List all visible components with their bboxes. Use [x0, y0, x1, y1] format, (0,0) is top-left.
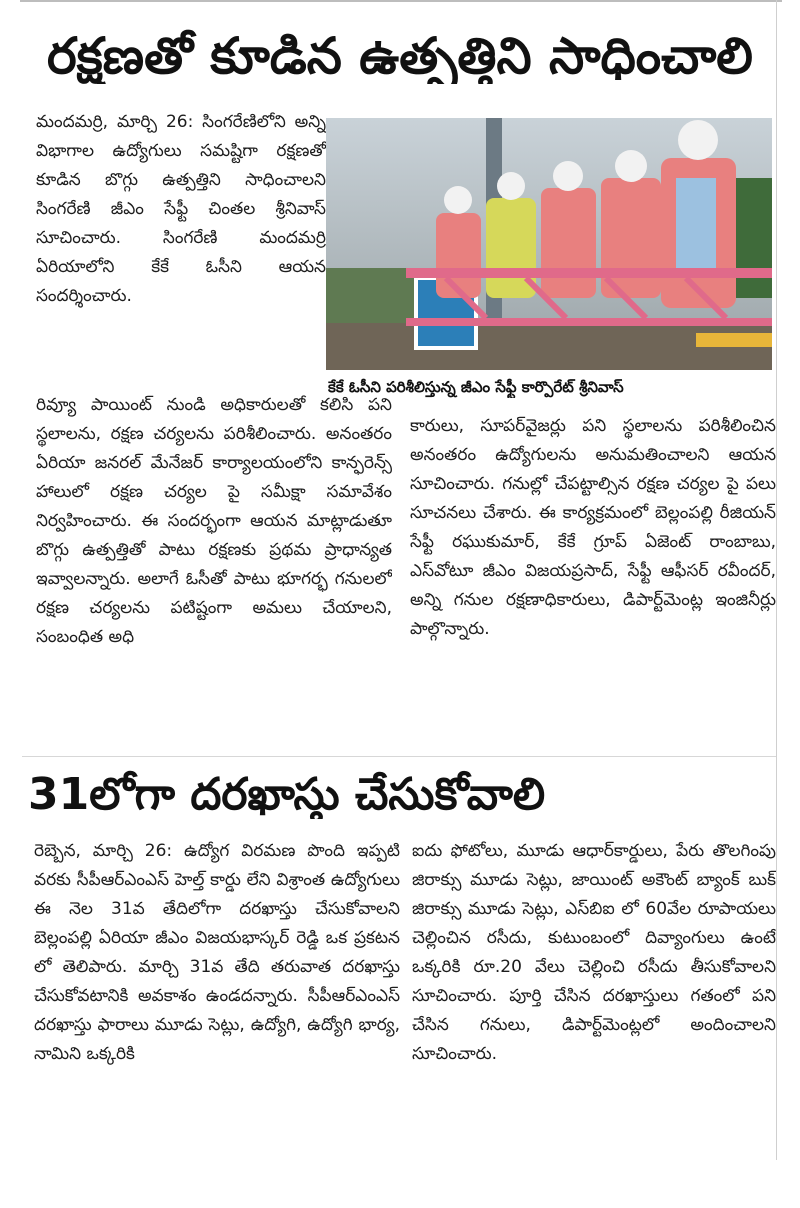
column-divider-right: [776, 0, 777, 1160]
top-rule: [20, 0, 782, 2]
inspection-photo-graphic: [326, 118, 772, 370]
article1-column-1-lower: [36, 391, 392, 751]
article1-para2: రివ్యూ పాయింట్ నుండి అధికారులతో కలిసి పని స్థలాలను, రక్షణ చర్యలను పరిశీలించారు. అనంతరం ఏరియా జనరల్ మేనేజర్ కార్యాలయంలోని కాన్ఫరెన్స్ హాలులో రక్షణ చర్యల పై సమీక్షా సమావేశం నిర్వహించారు. ఈ సందర్భంగా ఆయన మాట్లాడుతూ బొగ్గు ఉత్పత్తితో పాటు రక్షణకు ప్రథమ ప్రాధాన్యత ఇవ్వాలన్నారు. అలాగే ఓసీతో పాటు భూగర్భ గనులలో రక్షణ చర్యలను పటిష్టంగా అమలు చేయాలని, సంబంధిత అధి: [36, 395, 392, 647]
article1-column-2: [410, 412, 776, 757]
article2-para2: ఐదు ఫోటోలు, మూడు ఆధార్‌కార్డులు, పేరు తొలగింపు జిరాక్సు మూడు సెట్లు, జాయింట్ అకౌంట్ బ్యాంక్ బుక్ జిరాక్సు మూడు సెట్లు, ఎస్‌బిఐ లో 60వేల రూపాయలు చెల్లించిన రసీదు, కుటుంబంలో దివ్యాంగులు ఉంటే ఒక్కరికి రూ.20 వేలు చెల్లించి రసీదు తీసుకోవాలని సూచించారు. పూర్తి చేసిన దరఖాస్తులు గతంలో పని చేసిన గనులు, డిపార్ట్‌మెంట్లలో అందించాలని సూచించారు.: [412, 841, 776, 1064]
article1-headline: రక్షణతో కూడిన ఉత్పత్తిని సాధించాలి: [47, 28, 753, 84]
article2-headline: 31లోగా దరఖాస్తు చేసుకోవాలి: [28, 770, 546, 820]
article2-para1: రెబ్బెన, మార్చి 26: ఉద్యోగ విరమణ పొంది ఇప్పటి వరకు సీపీఆర్ఎంఎస్ హెల్త్ కార్డు లేని విశ్రాంత ఉద్యోగులు ఈ నెల 31వ తేదిలోగా దరఖాస్తు చేసుకోవాలని బెల్లంపల్లి ఏరియా జీఎం విజయభాస్కర్ రెడ్డి ఒక ప్రకటన లో తెలిపారు. మార్చి 31వ తేది తరువాత దరఖాస్తు చేసుకోవటానికి అవకాశం ఉండదన్నారు. సీపీఆర్ఎంఎస్ దరఖాస్తు ఫారాలు మూడు సెట్లు, ఉద్యోగి, ఉద్యోగి భార్య, నామిని ఒక్కరికి: [34, 841, 400, 1064]
article2-column-1: [34, 837, 400, 1167]
article1-para3: కారులు, సూపర్‌వైజర్లు పని స్థలాలను పరిశీలించిన అనంతరం ఉద్యోగులను అనుమతించాలని ఆయన సూచించారు. గనుల్లో చేపట్టాల్సిన రక్షణ చర్యల పై పలు సూచనలు చేశారు. ఈ కార్యక్రమంలో బెల్లంపల్లి రీజియన్ సేఫ్టీ రఘుకుమార్, కేకే గ్రూప్ ఏజెంట్ రాంబాబు, ఎస్‌వోటూ జీఎం విజయప్రసాద్, సేఫ్టీ ఆఫీసర్ రవీందర్, అన్ని గనుల రక్షణాధికారులు, డిపార్ట్‌మెంట్ల ఇంజినీర్లు పాల్గొన్నారు.: [410, 416, 776, 639]
inspection-photo: [326, 118, 772, 370]
article2-column-2: [412, 837, 776, 1167]
photo-caption: కేకే ఓసీని పరిశీలిస్తున్న జీఎం సేఫ్టీ కార్పొరేట్ శ్రీనివాస్: [328, 378, 624, 396]
article1-para1: మందమర్రి, మార్చి 26: సింగరేణిలోని అన్ని విభాగాల ఉద్యోగులు సమష్టిగా రక్షణతో కూడిన బొగ్గు ఉత్పత్తిని సాధించాలని సింగరేణి జీఎం సేఫ్టీ చింతల శ్రీనివాస్ సూచించారు. సింగరేణి మందమర్రి ఏరియాలోని కేకే ఓసీని ఆయన సందర్శించారు.: [36, 112, 326, 306]
article1-column-1: [36, 108, 326, 388]
article-separator: [22, 756, 776, 757]
